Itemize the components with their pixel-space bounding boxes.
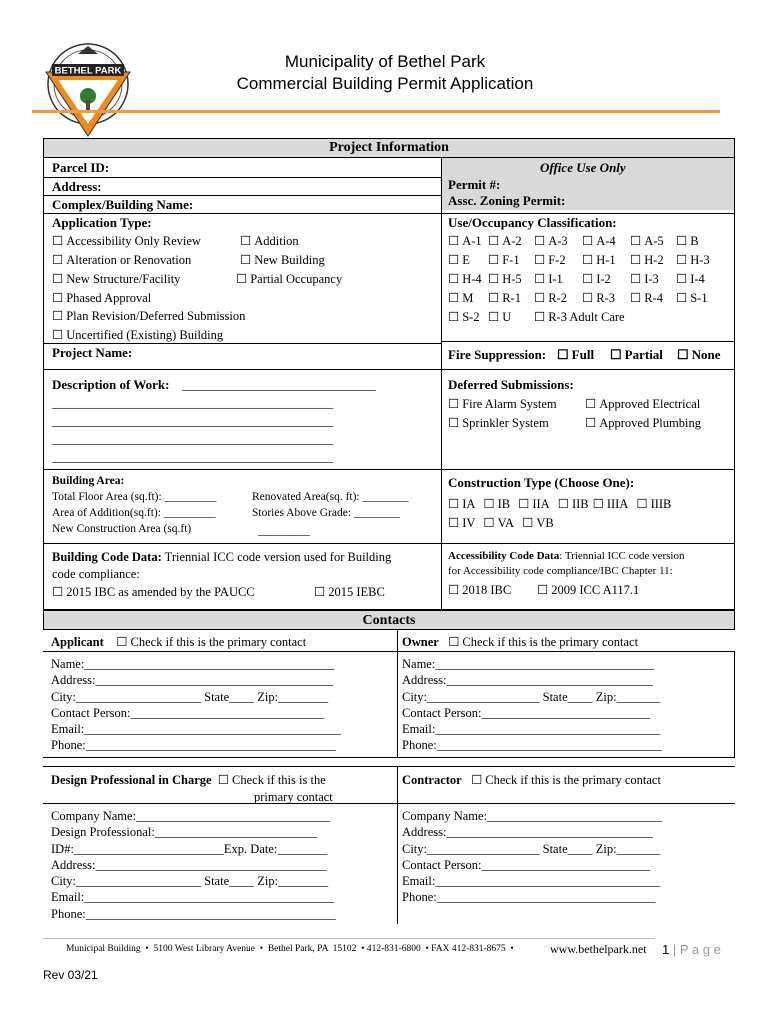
phased-approval-checkbox[interactable]: ☐ Phased Approval <box>52 290 151 306</box>
header-divider <box>32 110 720 113</box>
complex-name-label: Complex/Building Name: <box>52 197 194 212</box>
revision-label: Rev 03/21 <box>43 968 98 982</box>
design-primary-checkbox[interactable]: ☐ Check if this is the <box>218 773 326 787</box>
occupancy-class-checkbox[interactable]: ☐ F-2 <box>534 252 566 268</box>
contacts-header: Contacts <box>43 610 735 630</box>
ct-iv-checkbox[interactable]: ☐ IV <box>448 516 475 530</box>
accessibility-code-desc2: for Accessibility code compliance/IBC Chapter 11: <box>448 565 673 577</box>
page-title-application: Commercial Building Permit Application <box>236 74 534 93</box>
design-primary-label2: primary contact <box>254 790 333 804</box>
applicant-fields <box>51 656 341 754</box>
design-field-line[interactable]: Address:_____________________________________ <box>51 857 327 872</box>
occupancy-class-checkbox[interactable]: ☐ H-5 <box>488 271 522 287</box>
occupancy-class-checkbox[interactable]: ☐ F-1 <box>488 252 520 268</box>
addition-area-field[interactable]: Area of Addition(sq.ft): _________ <box>52 507 216 519</box>
description-line[interactable]: _____________________________________________ <box>52 450 334 464</box>
ct-ia-checkbox[interactable]: ☐ IA <box>448 497 475 511</box>
accessibility-code-text <box>448 549 685 564</box>
occupancy-class-checkbox[interactable]: ☐ S-2 <box>448 309 480 325</box>
contractor-field-line[interactable]: Contact Person:___________________________ <box>402 857 651 872</box>
description-line[interactable]: _____________________________________________ <box>52 396 334 410</box>
occupancy-class-checkbox[interactable]: ☐ S-1 <box>676 290 708 306</box>
new-building-checkbox[interactable]: ☐ New Building <box>240 252 325 268</box>
construction-type-row1 <box>448 495 671 513</box>
occupancy-class-checkbox[interactable]: ☐ I-1 <box>534 271 563 287</box>
design-field-line[interactable]: Email:________________________________________ <box>51 890 335 905</box>
occupancy-class-checkbox[interactable]: ☐ H-3 <box>676 252 710 268</box>
occupancy-class-checkbox[interactable]: ☐ A-2 <box>488 233 522 249</box>
contractor-field-line[interactable]: Company Name:____________________________ <box>402 809 663 823</box>
description-line[interactable]: _____________________________________________ <box>52 414 334 428</box>
accessibility-code-desc: : Triennial ICC code version <box>559 550 685 562</box>
occupancy-class-checkbox[interactable]: ☐ A-5 <box>630 233 664 249</box>
fire-alarm-checkbox[interactable]: ☐ Fire Alarm System <box>448 396 557 412</box>
contacts-row1-header <box>43 630 735 652</box>
building-code-desc: Triennial ICC code version used for Building <box>161 550 392 564</box>
ct-iiia-checkbox[interactable]: ☐ IIIA <box>593 497 629 511</box>
design-professional-fields <box>51 808 336 922</box>
design-professional-title: Design Professional in Charge <box>51 773 212 787</box>
contractor-primary-checkbox[interactable]: ☐ Check if this is the primary contact <box>471 773 661 787</box>
occupancy-class-checkbox[interactable]: ☐ R-3 Adult Care <box>534 309 625 325</box>
new-structure-checkbox[interactable]: ☐ New Structure/Facility <box>52 271 180 287</box>
occupancy-class-checkbox[interactable]: ☐ H-4 <box>448 271 482 287</box>
design-field-line[interactable]: Company Name:_______________________________ <box>51 809 330 823</box>
ibc-2018-checkbox[interactable]: ☐ 2018 IBC <box>448 582 511 598</box>
page-title-municipality: Municipality of Bethel Park <box>284 52 486 71</box>
office-use-label: Office Use Only <box>540 160 626 175</box>
project-information-header: Project Information <box>44 139 734 157</box>
occupancy-class-checkbox[interactable]: ☐ A-3 <box>534 233 568 249</box>
ct-ib-checkbox[interactable]: ☐ IB <box>483 497 510 511</box>
fire-suppression-label: Fire Suppression: <box>448 347 547 362</box>
owner-field-line[interactable]: Contact Person:___________________________ <box>402 705 651 720</box>
occupancy-class-checkbox[interactable]: ☐ B <box>676 233 699 249</box>
contractor-fields <box>402 808 662 906</box>
applicant-field-line[interactable]: City:____________________ State____ Zip:________ <box>51 689 329 704</box>
owner-field-line[interactable]: Phone:____________________________________ <box>402 738 662 753</box>
applicant-primary-checkbox[interactable]: ☐ Check if this is the primary contact <box>116 635 306 649</box>
occupancy-class-checkbox[interactable]: ☐ A-4 <box>582 233 616 249</box>
contractor-title: Contractor <box>402 773 462 787</box>
fire-partial-checkbox[interactable]: ☐ Partial <box>610 347 663 363</box>
ct-va-checkbox[interactable]: ☐ VA <box>483 516 514 530</box>
owner-field-line[interactable]: Name:___________________________________ <box>402 657 655 671</box>
description-label: Description of Work: <box>52 377 170 392</box>
owner-field-line[interactable]: Email:____________________________________ <box>402 722 661 737</box>
ct-iiib-checkbox[interactable]: ☐ IIIB <box>636 497 671 511</box>
application-type-label: Application Type: <box>52 215 152 230</box>
total-floor-area-field[interactable]: Total Floor Area (sq.ft): _________ <box>52 491 217 503</box>
contacts-row2-header <box>43 766 735 804</box>
building-code-label: Building Code Data: <box>52 550 162 564</box>
occupancy-class-checkbox[interactable]: ☐ A-1 <box>448 233 482 249</box>
occupancy-class-checkbox[interactable]: ☐ U <box>488 309 511 325</box>
parcel-id-label: Parcel ID: <box>52 160 110 175</box>
footer-address: Municipal Building • 5100 West Library Avenue • Bethel Park, PA 15102 • 412-831-6800 • FAX 412-831-8675 • <box>66 944 514 954</box>
fire-full-checkbox[interactable]: ☐ Full <box>557 347 594 363</box>
use-classification-label: Use/Occupancy Classification: <box>448 215 617 230</box>
page-number-value: 1 <box>662 942 670 957</box>
plan-revision-checkbox[interactable]: ☐ Plan Revision/Deferred Submission <box>52 308 245 324</box>
applicant-field-line[interactable]: Name:________________________________________ <box>51 657 335 671</box>
ibc-2015-checkbox[interactable]: ☐ 2015 IBC as amended by the PAUCC <box>52 584 255 600</box>
design-field-line[interactable]: ID#:________________________Exp. Date:________ <box>51 841 328 856</box>
occupancy-class-checkbox[interactable]: ☐ I-4 <box>676 271 705 287</box>
occupancy-class-checkbox[interactable]: ☐ M <box>448 290 473 306</box>
construction-type-row2 <box>448 514 554 532</box>
building-code-desc2: code compliance: <box>52 567 140 581</box>
footer-divider <box>43 938 655 939</box>
alteration-checkbox[interactable]: ☐ Alteration or Renovation <box>52 252 191 268</box>
applicant-title: Applicant <box>51 635 104 649</box>
owner-fields <box>402 656 662 754</box>
sprinkler-checkbox[interactable]: ☐ Sprinkler System <box>448 415 549 431</box>
accessibility-review-checkbox[interactable]: ☐ Accessibility Only Review <box>52 233 201 249</box>
occupancy-class-checkbox[interactable]: ☐ R-1 <box>488 290 521 306</box>
construction-type-label: Construction Type (Choose One): <box>448 475 635 490</box>
ct-iib-checkbox[interactable]: ☐ IIB <box>558 497 589 511</box>
occupancy-class-checkbox[interactable]: ☐ I-3 <box>630 271 659 287</box>
page-number: 1 | P a g e <box>662 942 721 957</box>
approved-electrical-checkbox[interactable]: ☐ Approved Electrical <box>585 396 700 412</box>
applicant-field-line[interactable]: Contact Person:_______________________________ <box>51 705 325 720</box>
contacts-row2-body <box>43 804 735 924</box>
iebc-2015-checkbox[interactable]: ☐ 2015 IEBC <box>314 584 385 600</box>
permit-number-label: Permit #: <box>448 177 501 192</box>
project-name-label: Project Name: <box>52 345 133 360</box>
applicant-field-line[interactable]: Address:______________________________________ <box>51 673 333 688</box>
description-line[interactable]: _______________________________ <box>182 378 376 392</box>
contractor-field-line[interactable]: City:__________________ State____ Zip:_______ <box>402 841 661 856</box>
building-code-text <box>52 549 391 565</box>
design-field-line[interactable]: City:____________________ State____ Zip:________ <box>51 874 329 889</box>
occupancy-class-checkbox[interactable]: ☐ H-1 <box>582 252 616 268</box>
occupancy-class-checkbox[interactable]: ☐ R-3 <box>582 290 615 306</box>
uncertified-building-checkbox[interactable]: ☐ Uncertified (Existing) Building <box>52 327 223 343</box>
contacts-row1-body <box>43 652 735 758</box>
footer-website[interactable]: www.bethelpark.net <box>550 942 647 956</box>
ct-iia-checkbox[interactable]: ☐ IIA <box>518 497 550 511</box>
fire-none-checkbox[interactable]: ☐ None <box>677 347 721 363</box>
design-field-line[interactable]: Phone:________________________________________ <box>51 906 336 921</box>
page-word: P a g e <box>679 942 721 957</box>
partial-occupancy-checkbox[interactable]: ☐ Partial Occupancy <box>236 271 342 287</box>
owner-field-line[interactable]: Address:_________________________________ <box>402 673 653 688</box>
owner-primary-checkbox[interactable]: ☐ Check if this is the primary contact <box>448 635 638 649</box>
ct-vb-checkbox[interactable]: ☐ VB <box>522 516 554 530</box>
occupancy-class-checkbox[interactable]: ☐ E <box>448 252 470 268</box>
occupancy-class-checkbox[interactable]: ☐ R-2 <box>534 290 567 306</box>
addition-checkbox[interactable]: ☐ Addition <box>240 233 299 249</box>
applicant-field-line[interactable]: Phone:________________________________________ <box>51 738 336 753</box>
accessibility-code-label: Accessibility Code Data <box>448 550 560 562</box>
zoning-permit-label: Assc. Zoning Permit: <box>448 193 566 208</box>
occupancy-class-checkbox[interactable]: ☐ H-2 <box>630 252 664 268</box>
stories-field[interactable]: Stories Above Grade: ________ <box>252 507 400 519</box>
address-label: Address: <box>52 179 102 194</box>
occupancy-class-checkbox[interactable]: ☐ I-2 <box>582 271 611 287</box>
contractor-field-line[interactable]: Address:_________________________________ <box>402 825 653 840</box>
deferred-submissions-label: Deferred Submissions: <box>448 377 574 392</box>
contractor-field-line[interactable]: Email:____________________________________ <box>402 874 661 889</box>
icc-a117-checkbox[interactable]: ☐ 2009 ICC A117.1 <box>537 582 639 598</box>
building-area-label: Building Area: <box>52 475 125 487</box>
logo-text: BETHEL PARK <box>54 65 122 77</box>
occupancy-class-checkbox[interactable]: ☐ R-4 <box>630 290 663 306</box>
owner-field-line[interactable]: City:__________________ State____ Zip:_______ <box>402 689 661 704</box>
approved-plumbing-checkbox[interactable]: ☐ Approved Plumbing <box>585 415 701 431</box>
renovated-area-field[interactable]: Renovated Area(sq. ft): ________ <box>252 491 409 503</box>
design-field-line[interactable]: Design Professional:__________________________ <box>51 825 318 840</box>
owner-title: Owner <box>402 635 439 649</box>
description-line[interactable]: _____________________________________________ <box>52 432 334 446</box>
project-information-section <box>43 138 735 610</box>
applicant-field-line[interactable]: Email:_________________________________________ <box>51 722 341 737</box>
new-construction-field[interactable]: _________ <box>258 525 310 537</box>
contractor-field-line[interactable]: Phone:___________________________________ <box>402 890 656 905</box>
new-construction-label: New Construction Area (sq.ft) <box>52 523 192 535</box>
